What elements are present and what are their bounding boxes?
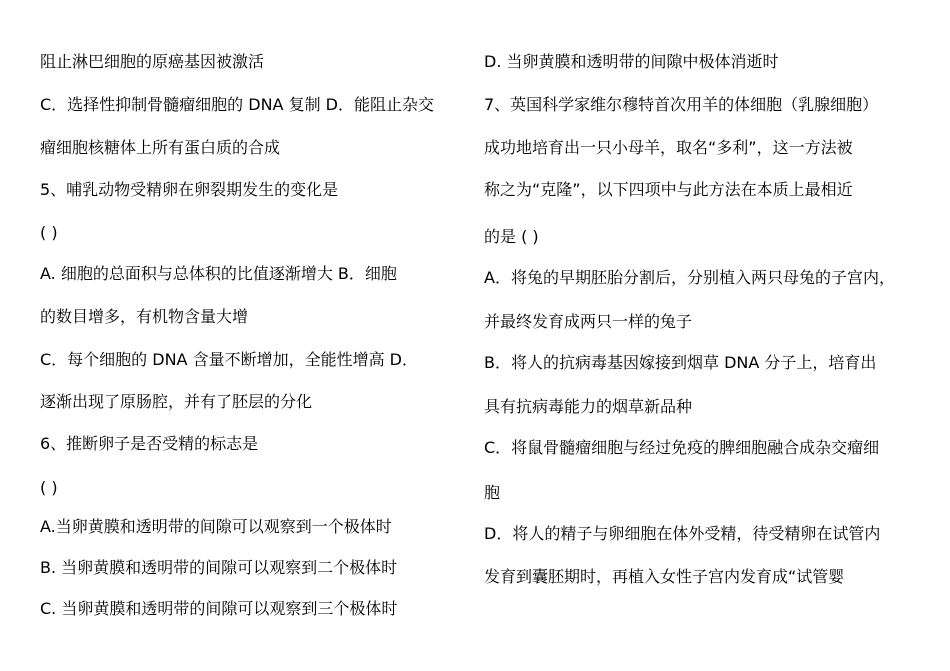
option-line: 逐渐出现了原肠腔，并有了胚层的分化 — [40, 392, 313, 411]
text-line: 阻止淋巴细胞的原癌基因被激活 — [40, 52, 265, 71]
text-line: 胞 — [484, 483, 501, 502]
question-7-stem: 7、英国科学家维尔穆特首次用羊的体细胞（乳腺细胞） — [484, 95, 879, 114]
text-line: 瘤细胞核糖体上所有蛋白质的合成 — [40, 138, 281, 157]
text-line: C．选择性抑制骨髓瘤细胞的 DNA 复制 D．能阻止杂交 — [40, 95, 434, 114]
option-line: A. 细胞的总面积与总体积的比值逐渐增大 B．细胞 — [40, 264, 397, 283]
answer-bracket: ( ) — [40, 478, 58, 497]
question-5-stem: 5、哺乳动物受精卵在卵裂期发生的变化是 — [40, 180, 339, 199]
option-b: B. 当卵黄膜和透明带的间隙可以观察到二个极体时 — [40, 558, 398, 577]
option-d: D．将人的精子与卵细胞在体外受精，待受精卵在试管内 — [484, 524, 881, 543]
text-line: 称之为“克隆”，以下四项中与此方法在本质上最相近 — [484, 180, 853, 199]
option-line: 的数目增多，有机物含量大增 — [40, 307, 249, 326]
option-d: D. 当卵黄膜和透明带的间隙中极体消逝时 — [484, 52, 779, 71]
option-line: C．每个细胞的 DNA 含量不断增加，全能性增高 D． — [40, 350, 418, 369]
question-6-stem: 6、推断卵子是否受精的标志是 — [40, 434, 259, 453]
option-b: B．将人的抗病毒基因嫁接到烟草 DNA 分子上，培育出 — [484, 353, 877, 372]
option-a: A.当卵黄膜和透明带的间隙可以观察到一个极体时 — [40, 517, 392, 536]
option-c: C. 当卵黄膜和透明带的间隙可以观察到三个极体时 — [40, 599, 398, 618]
answer-bracket: ( ) — [40, 223, 58, 242]
text-line: 发育到囊胚期时，再植入女性子宫内发育成“试管婴 — [484, 567, 845, 586]
text-line: 并最终发育成两只一样的兔子 — [484, 312, 693, 331]
option-c: C．将鼠骨髓瘤细胞与经过免疫的脾细胞融合成杂交瘤细 — [484, 438, 880, 457]
text-line: 的是 ( ) — [484, 227, 539, 246]
text-line: 成功地培育出一只小母羊，取名“多利”，这一方法被 — [484, 138, 853, 157]
option-a: A．将兔的早期胚胎分割后，分别植入两只母兔的子宫内， — [484, 268, 895, 287]
text-line: 具有抗病毒能力的烟草新品种 — [484, 397, 693, 416]
